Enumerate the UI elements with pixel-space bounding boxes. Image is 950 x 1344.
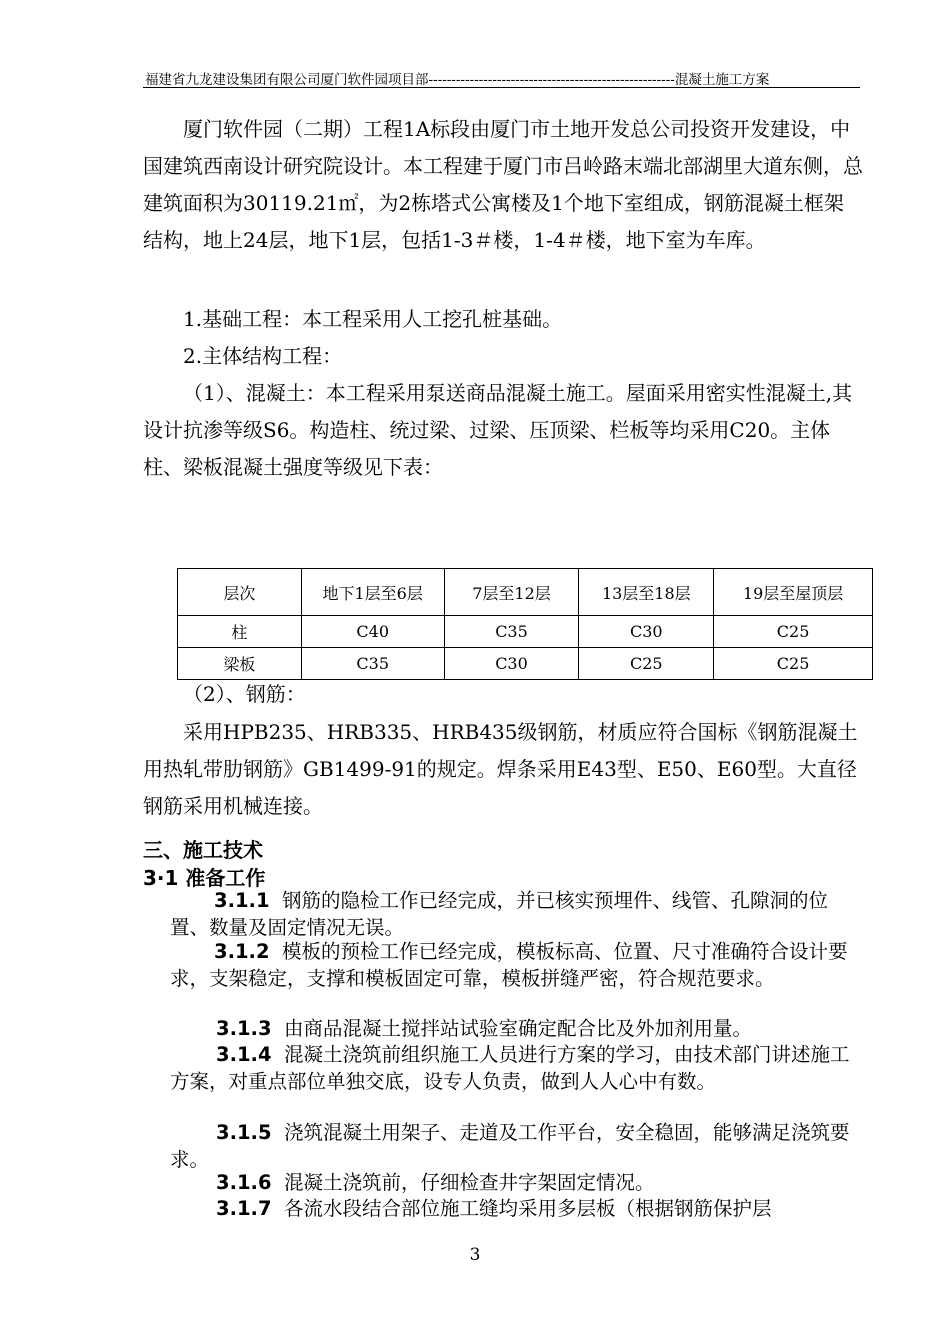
rebar-paragraph: 采用HPB235、HRB335、HRB435级钢筋，材质应符合国标《钢筋混凝土用热轧带肋钢筋》GB1499-91的规定。焊条采用E43型、E50、E60型。大直径钢筋采用机械连接。 (143, 720, 858, 818)
rebar-heading: （2）、钢筋： (183, 682, 306, 706)
header-rule (143, 87, 860, 88)
header-dashes: ------------------------------------------------------ (428, 72, 675, 88)
table-header-cell: 7层至12层 (444, 569, 579, 616)
page-header (145, 68, 860, 88)
list-item (170, 1120, 860, 1173)
section-title: 三、施工技术 (143, 838, 263, 862)
item-number: 3.1.7 (216, 1197, 272, 1220)
table-cell: C35 (444, 616, 579, 648)
list-item (170, 1196, 860, 1223)
item-number: 3.1.5 (216, 1121, 272, 1144)
item-text: 模板的预检工作已经完成，模板标高、位置、尺寸准确符合设计要求，支架稳定，支撑和模板固定可靠，模板拼缝严密，符合规范要求。 (170, 940, 848, 990)
item-number: 3.1.1 (214, 889, 270, 912)
item-text: 混凝土浇筑前，仔细检查井字架固定情况。 (283, 1171, 655, 1194)
list-item (170, 888, 860, 941)
item-number: 3.1.4 (216, 1043, 272, 1066)
table-header-cell: 层次 (178, 569, 302, 616)
intro-paragraph: 厦门软件园（二期）工程1A标段由厦门市土地开发总公司投资开发建设，中国建筑西南设计研究院设计。本工程建于厦门市吕岭路末端北部湖里大道东侧，总建筑面积为30119.21㎡，为2栋塔式公寓楼及1个地下室组成，钢筋混凝土框架结构，地上24层，地下1层，包括1-3＃楼，1-4＃楼，地下室为车库。 (143, 117, 863, 252)
item-number: 3.1.6 (216, 1171, 272, 1194)
table-row (178, 616, 873, 648)
table-header-cell: 19层至屋顶层 (714, 569, 873, 616)
item-number: 3.1.3 (216, 1017, 272, 1040)
concrete-strength-table (177, 568, 873, 680)
list-item (170, 1170, 860, 1197)
item-text: 钢筋的隐检工作已经完成，并已核实预埋件、线管、孔隙洞的位置、数量及固定情况无误。 (170, 889, 828, 939)
table-cell: C30 (579, 616, 714, 648)
table-cell: 柱 (178, 616, 302, 648)
table-header-row (178, 569, 873, 616)
table-row (178, 648, 873, 680)
page-number: 3 (469, 1245, 481, 1265)
table-cell: 梁板 (178, 648, 302, 680)
table-cell: C40 (301, 616, 444, 648)
header-company: 福建省九龙建设集团有限公司厦门软件园项目部 (145, 72, 429, 88)
table-header-cell: 地下1层至6层 (301, 569, 444, 616)
table-cell: C35 (301, 648, 444, 680)
table-cell: C30 (444, 648, 579, 680)
table-cell: C25 (579, 648, 714, 680)
concrete-paragraph: （1）、混凝土：本工程采用泵送商品混凝土施工。屋面采用密实性混凝土,其设计抗渗等级S6。构造柱、统过梁、过梁、压顶梁、栏板等均采用C20。主体柱、梁板混凝土强度等级见下表： (143, 381, 853, 479)
subsection-title: 3·1 准备工作 (143, 866, 266, 890)
table-cell: C25 (714, 616, 873, 648)
item-number: 3.1.2 (214, 940, 270, 963)
list-item (170, 939, 860, 992)
item-text: 浇筑混凝土用架子、走道及工作平台，安全稳固，能够满足浇筑要求。 (170, 1121, 850, 1171)
table-header-cell: 13层至18层 (579, 569, 714, 616)
table-cell: C25 (714, 648, 873, 680)
main-structure-heading: 2.主体结构工程： (183, 344, 343, 368)
list-item (170, 1016, 860, 1043)
foundation-paragraph: 1.基础工程：本工程采用人工挖孔桩基础。 (183, 307, 563, 331)
header-doc-title: 混凝土施工方案 (674, 72, 770, 88)
item-text: 各流水段结合部位施工缝均采用多层板（根据钢筋保护层 (283, 1197, 772, 1220)
item-text: 由商品混凝土搅拌站试验室确定配合比及外加剂用量。 (283, 1017, 752, 1040)
item-text: 混凝土浇筑前组织施工人员进行方案的学习，由技术部门讲述施工方案，对重点部位单独交底，设专人负责，做到人人心中有数。 (170, 1043, 850, 1093)
list-item (170, 1042, 860, 1095)
